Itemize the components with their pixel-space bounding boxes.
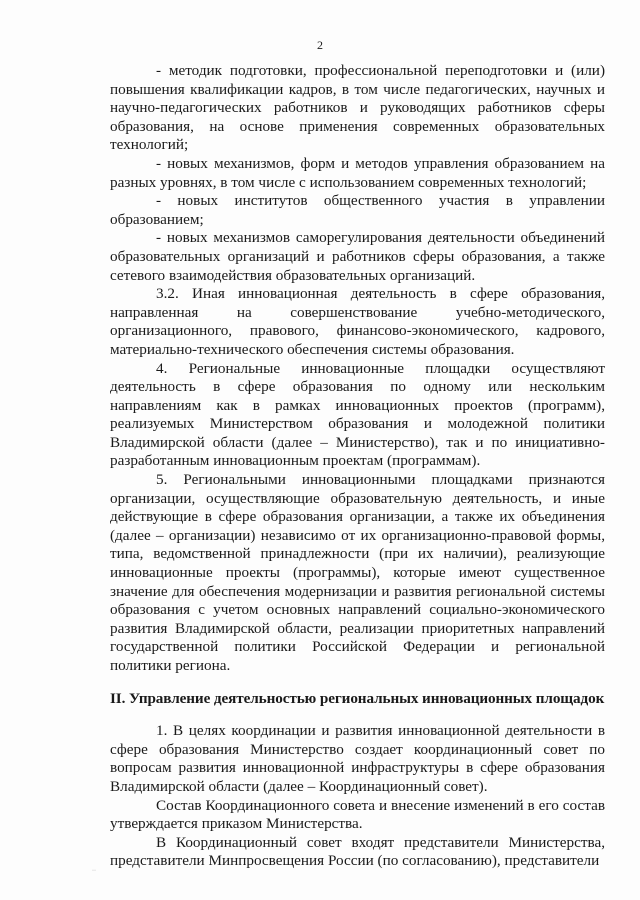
section-paragraph-composition: Состав Координационного совета и внесение изменений в его состав утверждается приказом Министерства. [110,796,605,833]
list-item-mechanisms: - новых механизмов, форм и методов управления образованием на разных уровнях, в том числе с использованием современных технологий; [110,154,605,191]
paragraph-3-2: 3.2. Иная инновационная деятельность в сфере образования, направленная на совершенствование учебно-методического, организационного, правового, финансово-экономического, кадрового, материально-технического обеспечения системы образования. [110,285,605,358]
page-number: 2 [317,38,323,52]
section-paragraph-members: В Координационный совет входят представители Министерства, представители Минпросвещения России (по согласованию), представители [110,833,605,870]
document-body [110,62,605,871]
scan-dots: ·· [92,868,96,874]
section-paragraph-1: 1. В целях координации и развития инновационной деятельности в сфере образования Министерство создает координационный совет по вопросам развития инновационной инфраструктуры в сфере образования Владимирской области (далее – Координационный совет). [110,722,605,795]
paragraph-4: 4. Региональные инновационные площадки осуществляют деятельность в сфере образования по одному или нескольким направлениям как в рамках инновационных проектов (программ), реализуемых Министерством образования и молодежной политики Владимирской области (далее – Министерство), так и по инициативно-разработанным инновационным проектам (программам). [110,359,605,470]
section-heading: II. Управление деятельностью региональных инновационных площадок [110,689,605,707]
list-item-methods: - методик подготовки, профессиональной переподготовки и (или) повышения квалификации кадров, в том числе педагогических, научных и научно-педагогических работников и руководящих работников сферы образования, на основе применения современных образовательных технологий; [110,62,605,154]
list-item-institutes: - новых институтов общественного участия в управлении образованием; [110,192,605,228]
paragraph-5: 5. Региональными инновационными площадками признаются организации, осуществляющие образовательную деятельность, и иные действующие в сфере образования организации, а также их объединения (далее – организации) независимо от их организационно-правовой формы, типа, ведомственной принадлежности (при их наличии), реализующие инновационные проекты (программы), которые имеют существенное значение для обеспечения модернизации и развития региональной системы образования с учетом основных направлений социально-экономического развития Владимирской области, реализации приоритетных направлений государственной политики Российской Федерации и региональной политики региона. [110,471,605,674]
list-item-self-regulation: - новых механизмов саморегулирования деятельности объединений образовательных организаций и работников сферы образования, а также сетевого взаимодействия образовательных организаций. [110,229,605,284]
